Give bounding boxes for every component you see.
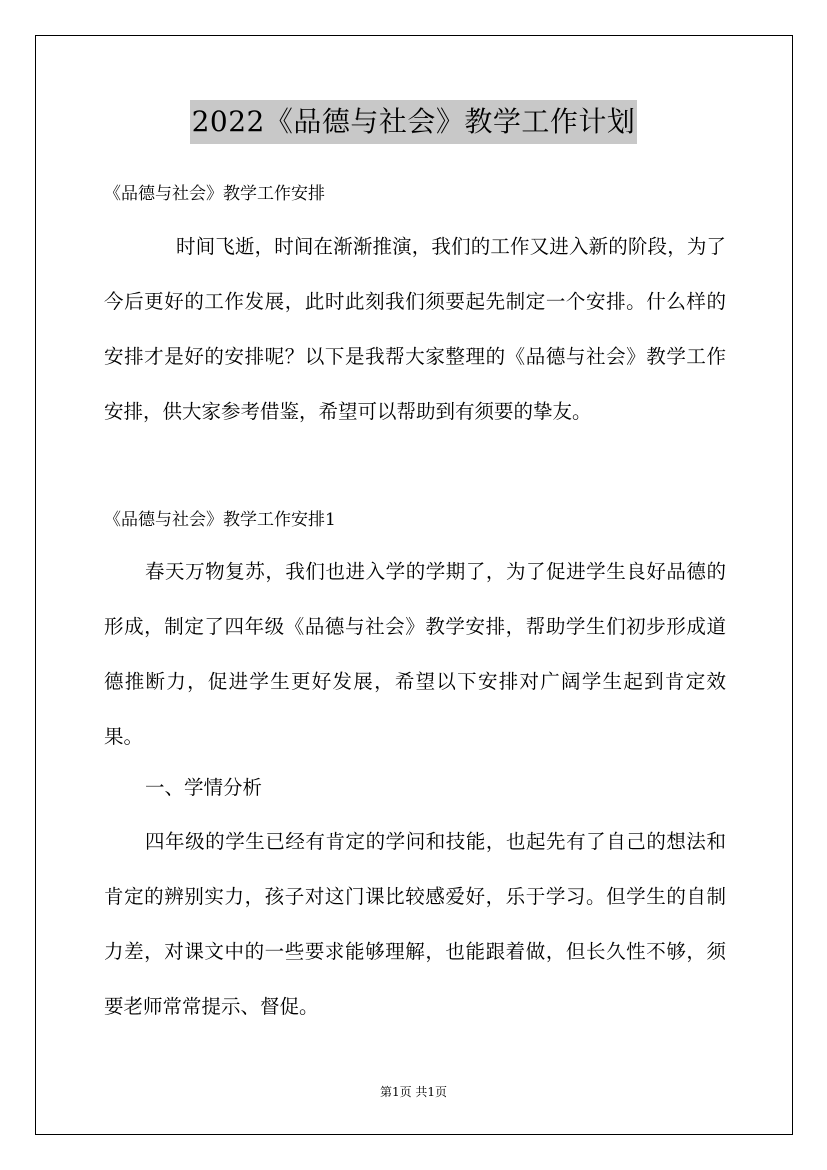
analysis-heading: 一、学情分析 [145,776,263,799]
section1-heading: 《品德与社会》教学工作安排1 [104,510,336,530]
section1-paragraph: 春天万物复苏，我们也进入学的学期了，为了促进学生良好品德的形成，制定了四年级《品德与社会》教学安排，帮助学生们初步形成道德推断力，促进学生更好发展，希望以下安排对广阔学生起到肯定效果。 [104,560,726,748]
document-title: 2022《品德与社会》教学工作计划 [190,100,638,144]
intro-heading: 《品德与社会》教学工作安排 [104,184,325,204]
analysis-paragraph: 四年级的学生已经有肯定的学问和技能，也起先有了自己的想法和肯定的辨别实力，孩子对这门课比较感爱好，乐于学习。但学生的自制力差，对课文中的一些要求能够理解，也能跟着做，但长久性不够，须要老师常常提示、督促。 [104,830,726,1018]
page-footer: 第1页 共1页 [379,1085,448,1099]
intro-paragraph: 时间飞逝，时间在渐渐推演，我们的工作又进入新的阶段，为了今后更好的工作发展，此时此刻我们须要起先制定一个安排。什么样的安排才是好的安排呢？以下是我帮大家整理的《品德与社会》教学工作安排，供大家参考借鉴，希望可以帮助到有须要的挚友。 [104,235,726,423]
title-container [0,100,827,144]
